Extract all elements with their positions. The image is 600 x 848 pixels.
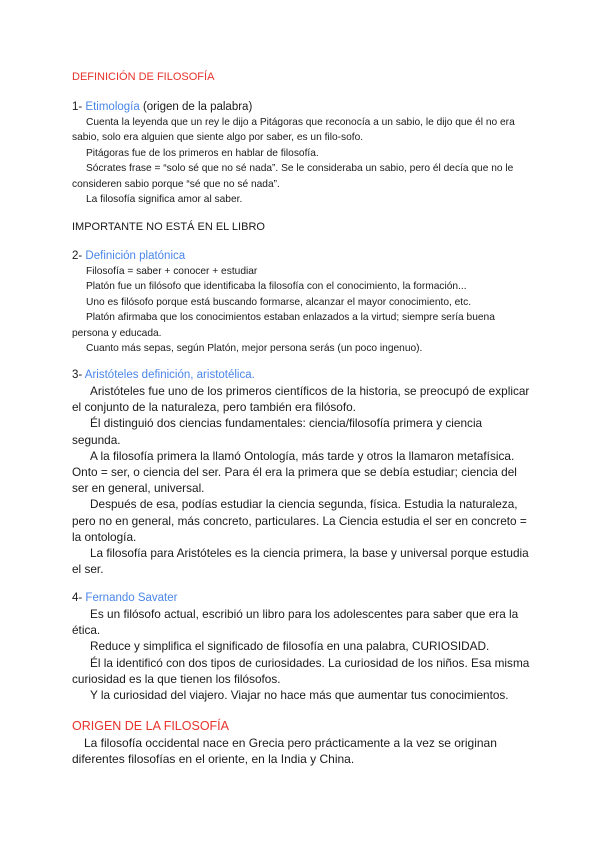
section-number: 4- [72,592,86,604]
paragraph: Sócrates frase = “solo sé que no sé nada”. Se le consideraba un sabio, pero él decía que no le consideren sabio porque “sé que no sé nada”. [72,163,514,190]
section-heading [72,248,532,264]
section-number: 2- [72,250,86,262]
section-aristoteles [72,367,532,577]
paragraph: Es un filósofo actual, escribió un libro para los adolescentes para saber que era la ética. [72,607,519,638]
section-fernando-savater [72,590,532,703]
paragraph: La filosofía occidental nace en Grecia pero prácticamente a la vez se originan diferentes filosofías en el oriente, en la India y China. [72,736,497,767]
paragraph: Después de esa, podías estudiar la ciencia segunda, física. Estudia la naturaleza, pero no en general, más concreto, particulares. La Ciencia estudia el ser en concreto = la ontología. [72,497,527,544]
paragraph: Cuanto más sepas, según Platón, mejor persona serás (un poco ingenuo). [86,343,423,355]
section-origen [72,718,532,767]
section-link[interactable]: Fernando Savater [85,592,178,604]
paragraph: Aristóteles fue uno de los primeros científicos de la historia, se preocupó de explicar el conjunto de la naturaleza, pero también era filósofo. [72,384,530,415]
section-heading: ORIGEN DE LA FILOSOFÍA [72,719,229,733]
section-link[interactable]: Aristóteles definición, aristotélica. [84,369,255,381]
paragraph: Filosofía = saber + conocer + estudiar [86,266,258,277]
paragraph: Y la curiosidad del viajero. Viajar no hace más que aumentar tus conocimientos. [90,688,509,703]
section-link[interactable]: Etimología [85,101,140,113]
paragraph: A la filosofía primera la llamó Ontología, más tarde y otros la llamaron metafísica. Onto = ser, o ciencia del ser. Para él era la primera que se debía estudiar; ciencia del ser en general, universal. [72,448,517,496]
paragraph: Cuenta la leyenda que un rey le dijo a Pitágoras que reconocía a un sabio, le dijo que él no era sabio, solo era alguien que siente algo por saber, es un filo-sofo. [72,117,515,144]
paragraph: Platón fue un filósofo que identificaba la filosofía con el conocimiento, la formación... [86,281,467,293]
section-subtitle: (origen de la palabra) [139,101,253,113]
paragraph: La filosofía para Aristóteles es la ciencia primera, la base y universal porque estudia el ser. [72,546,529,577]
paragraph: Él la identificó con dos tipos de curiosidades. La curiosidad de los niños. Esa misma curiosidad es la que tienen los filósofos. [72,655,530,686]
section-heading [72,99,532,115]
important-note: IMPORTANTE NO ESTÁ EN EL LIBRO [72,221,265,233]
document-title: DEFINICIÓN DE FILOSOFÍA [72,71,215,83]
section-heading [72,367,532,383]
section-link[interactable]: Definición platónica [85,250,186,262]
section-number: 3- [72,369,85,381]
paragraph: Reduce y simplifica el significado de filosofía en una palabra, CURIOSIDAD. [90,639,490,654]
paragraph: Pitágoras fue de los primeros en hablar de filosofía. [86,147,319,159]
section-number: 1- [72,101,86,113]
section-etimologia [72,99,532,207]
section-definicion-platonica [72,248,532,356]
paragraph: Platón afirmaba que los conocimientos estaban enlazados a la virtud; siempre sería buena persona y educada. [72,312,495,339]
section-heading [72,590,532,606]
paragraph: Él distinguió dos ciencias fundamentales: ciencia/filosofía primera y ciencia segunda. [72,416,483,447]
paragraph: Uno es filósofo porque está buscando formarse, alcanzar el mayor conocimiento, etc. [86,296,472,308]
paragraph: La filosofía significa amor al saber. [86,194,243,206]
